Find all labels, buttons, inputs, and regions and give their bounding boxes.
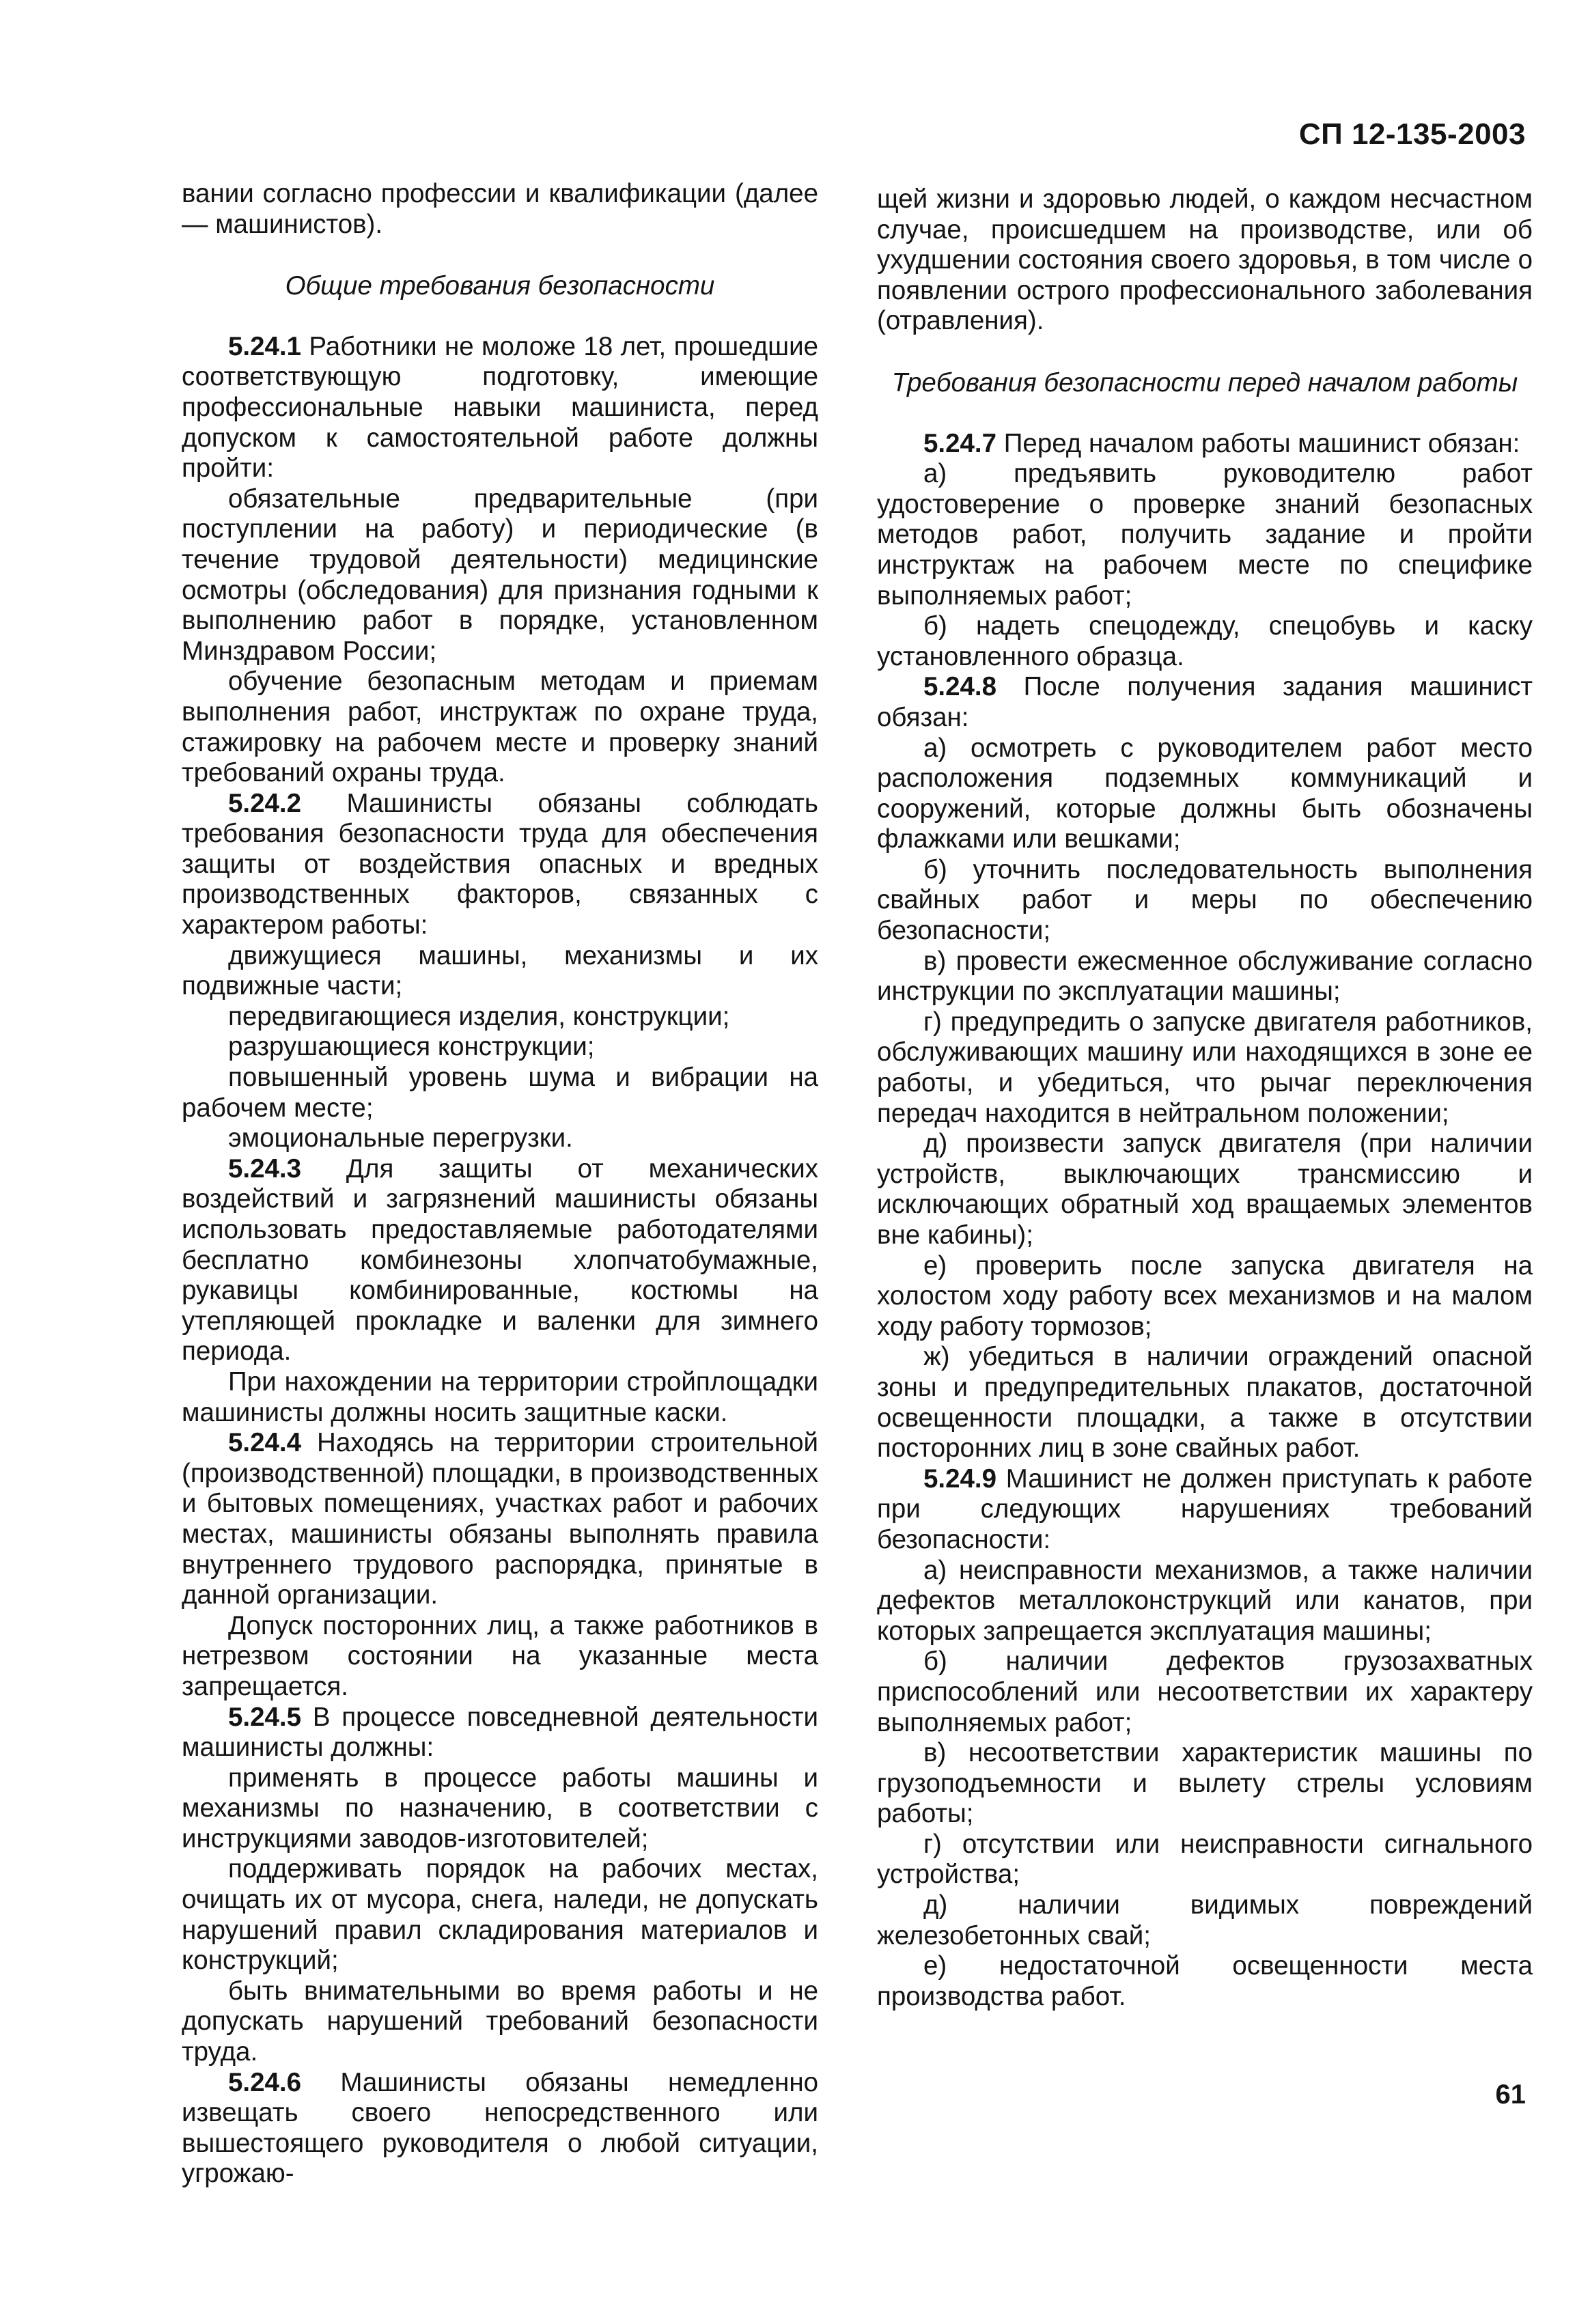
- paragraph-text: Допуск посторонних лиц, а также работников в нетрезвом состоянии на указанные места запрещается.: [182, 1610, 818, 1701]
- paragraph: [877, 1129, 1533, 1250]
- paragraph: [182, 1611, 818, 1703]
- paragraph: [182, 1854, 818, 1976]
- paragraph-text: в) несоответствии характеристик машины по грузоподъемности и вылету стрелы условиям работы;: [877, 1738, 1533, 1829]
- paragraph-text: повышенный уровень шума и вибрации на рабочем месте;: [182, 1063, 818, 1123]
- paragraph: [182, 1063, 818, 1123]
- clause-paragraph: [182, 1154, 818, 1367]
- section-heading: Общие требования безопасности: [285, 271, 715, 301]
- paragraph: [182, 667, 818, 788]
- left-column: [182, 179, 818, 2189]
- paragraph-text: б) уточнить последовательность выполнения свайных работ и меры по обеспечению безопасности;: [877, 854, 1533, 946]
- paragraph-text: обязательные предварительные (при поступлении на работу) и периодические (в течение трудовой деятельности) медицинские осмотры (обследования) для признания годными к выполнению работ в порядке, установленном Минздравом России;: [182, 484, 818, 666]
- paragraph: [182, 1123, 818, 1154]
- paragraph-text: При нахождении на территории стройплощадки машинисты должны носить защитные каски.: [182, 1367, 818, 1427]
- paragraph-text: передвигающиеся изделия, конструкции;: [228, 1001, 730, 1031]
- document-code: СП 12-135-2003: [1298, 117, 1526, 151]
- paragraph-text: Находясь на территории строительной (производственной) площадки, в производственных и бытовых помещениях, участках работ и рабочих местах, машинисты обязаны выполнять правила внутреннего трудового распорядка, принятые в данной организации.: [182, 1428, 818, 1610]
- clause-paragraph: [182, 789, 818, 941]
- paragraph-text: е) проверить после запуска двигателя на холостом ходу работу всех механизмов и на малом ходу работу тормозов;: [877, 1250, 1533, 1341]
- paragraph-text: поддерживать порядок на рабочих местах, очищать их от мусора, снега, наледи, не допускать нарушений правил складирования материалов и конструкций;: [182, 1854, 818, 1976]
- paragraph: [877, 611, 1533, 672]
- paragraph: [877, 947, 1533, 1007]
- paragraph: [182, 179, 818, 240]
- paragraph-text: В процессе повседневной деятельности машинисты должны:: [182, 1702, 818, 1763]
- paragraph-text: применять в процессе работы машины и механизмы по назначению, в соответствии с инструкциями заводов-изготовителей;: [182, 1763, 818, 1853]
- paragraph: [877, 184, 1533, 337]
- clause-number: 5.24.5: [228, 1702, 302, 1732]
- clause-number: 5.24.9: [923, 1464, 997, 1494]
- page-number: 61: [1495, 2080, 1526, 2110]
- paragraph-text: щей жизни и здоровью людей, о каждом несчастном случае, происшедшем на производстве, или об ухудшении состояния своего здоровья, в том числе о появлении острого профессионального заболевания (отравления).: [877, 184, 1533, 336]
- clause-paragraph: [182, 1703, 818, 1763]
- clause-number: 5.24.6: [228, 2067, 302, 2097]
- paragraph: [877, 1890, 1533, 1951]
- paragraph-text: После получения задания машинист обязан:: [877, 672, 1533, 732]
- clause-number: 5.24.7: [923, 428, 997, 458]
- paragraph: [182, 1367, 818, 1428]
- paragraph-text: Для защиты от механических воздействий и загрязнений машинисты обязаны использовать предоставляемые работодателями бесплатно комбинезоны хлопчатобумажные, рукавицы комбинированные, костюмы на утепляющей прокладке и валенки для зимнего периода.: [182, 1153, 819, 1367]
- paragraph-text: Машинисты обязаны соблюдать требования безопасности труда для обеспечения защиты от воздействия опасных и вредных производственных факторов, связанных с характером работы:: [182, 788, 818, 940]
- paragraph-text: ж) убедиться в наличии ограждений опасной зоны и предупредительных плакатов, достаточной освещенности площадки, а также в отсутствии посторонних лиц в зоне свайных работ.: [877, 1342, 1533, 1464]
- paragraph-text: д) произвести запуск двигателя (при наличии устройств, выключающих трансмиссию и исключающих обратный ход вращаемых элементов вне кабины);: [877, 1129, 1533, 1250]
- clause-number: 5.24.3: [228, 1153, 302, 1184]
- paragraph-text: г) отсутствии или неисправности сигнального устройства;: [877, 1829, 1533, 1890]
- clause-number: 5.24.1: [228, 331, 302, 361]
- paragraph-text: Машинист не должен приступать к работе при следующих нарушениях требований безопасности:: [877, 1464, 1533, 1554]
- paragraph-text: а) неисправности механизмов, а также наличии дефектов металлоконструкций или канатов, при которых запрещается эксплуатация машины;: [877, 1555, 1533, 1646]
- paragraph: [182, 1032, 818, 1063]
- clause-paragraph: [182, 332, 818, 484]
- paragraph-text: эмоциональные перегрузки.: [228, 1123, 573, 1153]
- paragraph-text: б) наличии дефектов грузозахватных приспособлений или несоответствии их характеру выполняемых работ;: [877, 1647, 1533, 1737]
- paragraph-text: движущиеся машины, механизмы и их подвижные части;: [182, 940, 818, 1001]
- paragraph: [877, 733, 1533, 855]
- paragraph: [877, 1342, 1533, 1464]
- paragraph-text: в) провести ежесменное обслуживание согласно инструкции по эксплуатации машины;: [877, 946, 1533, 1007]
- paragraph: [877, 1647, 1533, 1738]
- paragraph: [877, 1951, 1533, 2012]
- paragraph: [877, 1556, 1533, 1647]
- paragraph-text: а) предъявить руководителю работ удостоверение о проверке знаний безопасных методов работ, получить задание и пройти инструктаж на рабочем месте по специфике выполняемых работ;: [877, 459, 1533, 611]
- clause-number: 5.24.8: [923, 672, 997, 702]
- paragraph: [877, 1251, 1533, 1343]
- clause-paragraph: [877, 429, 1533, 460]
- paragraph-text: разрушающиеся конструкции;: [228, 1032, 595, 1062]
- paragraph: [182, 1763, 818, 1855]
- paragraph-text: быть внимательными во время работы и не допускать нарушений требований безопасности труда.: [182, 1976, 818, 2067]
- paragraph-text: обучение безопасным методам и приемам выполнения работ, инструктаж по охране труда, стажировку на рабочем месте и проверку знаний требований охраны труда.: [182, 667, 818, 788]
- paragraph: [182, 484, 818, 667]
- paragraph-text: Перед началом работы машинист обязан:: [1003, 428, 1520, 458]
- paragraph: [182, 1002, 818, 1033]
- section-heading: Требования безопасности перед началом работы: [891, 367, 1518, 397]
- paragraph: [877, 1830, 1533, 1890]
- paragraph-text: а) осмотреть с руководителем работ место расположения подземных коммуникаций и сооружений, которые должны быть обозначены флажками или вешками;: [877, 733, 1533, 854]
- paragraph: [877, 459, 1533, 611]
- clause-paragraph: [182, 1428, 818, 1611]
- paragraph-text: Работники не моложе 18 лет, прошедшие соответствующую подготовку, имеющие профессиональные навыки машиниста, перед допуском к самостоятельной работе должны пройти:: [182, 331, 818, 484]
- paragraph-text: е) недостаточной освещенности места производства работ.: [877, 1951, 1533, 2011]
- clause-number: 5.24.4: [228, 1428, 302, 1458]
- paragraph: [182, 941, 818, 1002]
- paragraph-text: д) наличии видимых повреждений железобетонных свай;: [877, 1890, 1533, 1950]
- clause-paragraph: [877, 672, 1533, 733]
- clause-paragraph: [877, 1464, 1533, 1556]
- paragraph: [182, 1976, 818, 2068]
- paragraph: [877, 1007, 1533, 1129]
- paragraph: [877, 1738, 1533, 1830]
- paragraph: [877, 855, 1533, 947]
- right-column: [877, 184, 1533, 2012]
- clause-number: 5.24.2: [228, 788, 302, 818]
- clause-paragraph: [182, 2068, 818, 2189]
- paragraph-text: б) надеть спецодежду, спецобувь и каску установленного образца.: [877, 611, 1533, 671]
- paragraph-text: г) предупредить о запуске двигателя работников, обслуживающих машину или находящихся в зоне ее работы, и убедиться, что рычаг переключения передач находится в нейтральном положении;: [877, 1007, 1533, 1128]
- paragraph-text: Машинисты обязаны немедленно извещать своего непосредственного или вышестоящего руководителя о любой ситуации, угрожаю-: [182, 2067, 818, 2189]
- paragraph-text: вании согласно профессии и квалификации (далее — машинистов).: [182, 179, 818, 239]
